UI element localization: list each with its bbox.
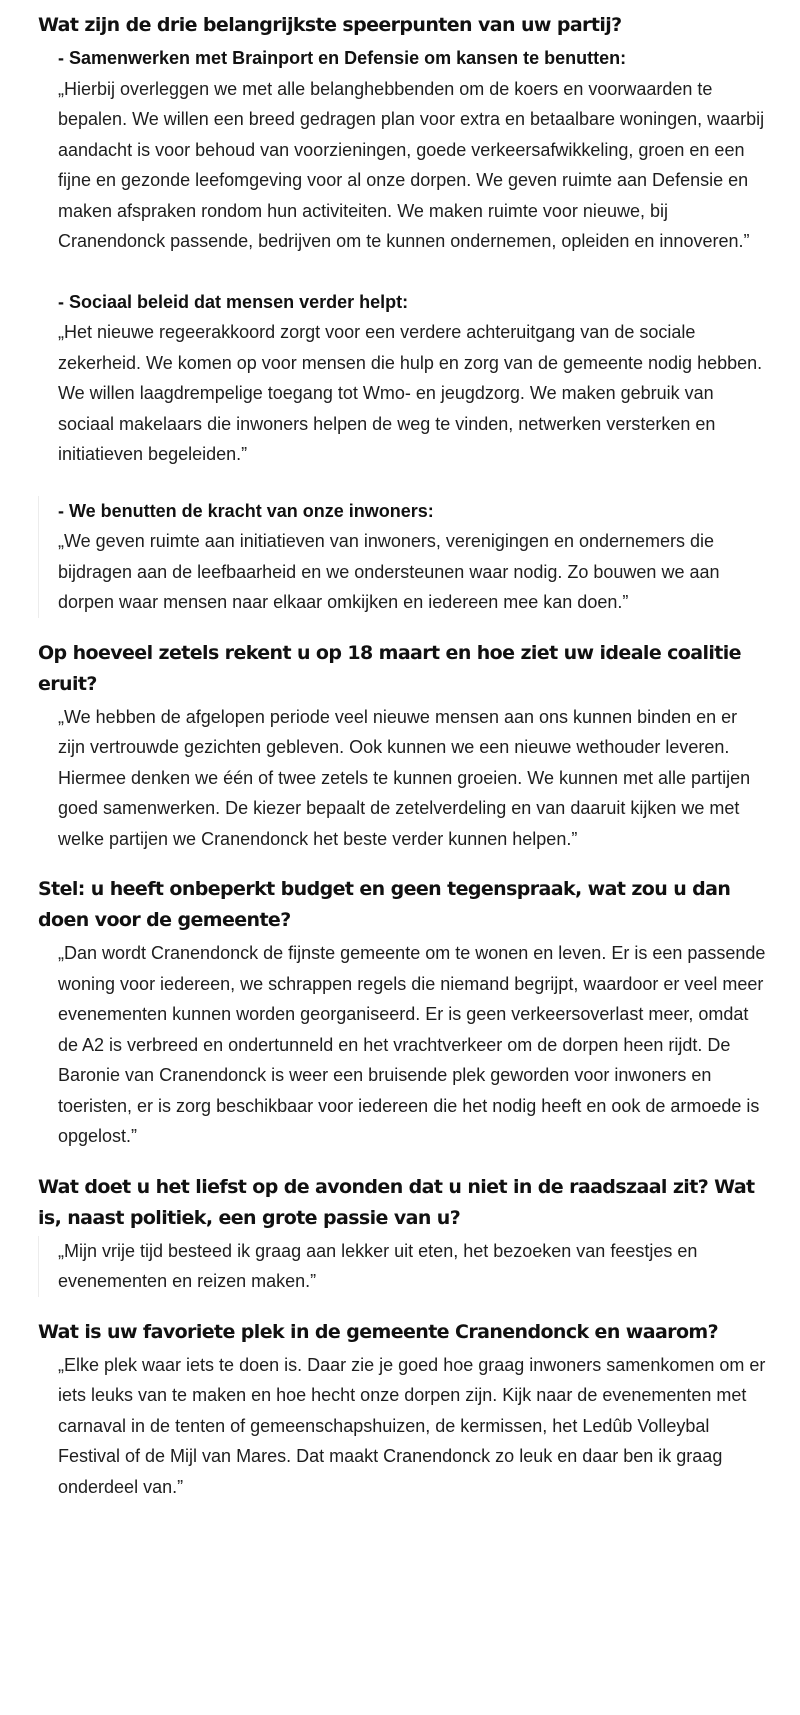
qa-section-speerpunten (38, 10, 768, 618)
qa-section-favoriete-plek (38, 1317, 768, 1503)
question-heading: Op hoeveel zetels rekent u op 18 maart en hoe ziet uw ideale coalitie eruit? (38, 641, 741, 695)
answer-paragraph: „We geven ruimte aan initiatieven van inwoners, verenigingen en ondernemers die bijdragen aan de leefbaarheid en we ondersteunen waar nodig. Zo bouwen we aan dorpen waar mensen naar elkaar omkijken en iedereen mee kan doen.” (58, 531, 720, 612)
answer-paragraph: „We hebben de afgelopen periode veel nieuwe mensen aan ons kunnen binden en er zijn vertrouwde gezichten gebleven. Ook kunnen we een nieuwe wethouder leveren. Hiermee denken we één of twee zetels te kunnen groeien. We kunnen met alle partijen goed samenwerken. De kiezer bepaalt de zetelverdeling en van daaruit kijken we met welke partijen we Cranendonck het beste verder kunnen helpen.” (58, 706, 751, 849)
qa-section-passie (38, 1172, 768, 1297)
answer-paragraph: „Dan wordt Cranendonck de fijnste gemeente om te wonen en leven. Er is een passende woning voor iedereen, we schrappen regels die niemand begrijpt, waardoor er veel meer evenementen kunnen worden georganiseerd. Er is geen verkeersoverlast meer, omdat de A2 is verbreed en ondertunneld en het vrachtverkeer om de dorpen heen rijdt. De Baronie van Cranendonck is weer een bruisende plek geworden voor inwoners en toeristen, er is zorg beschikbaar voor iedereen die het nodig heeft en ook de armoede is opgelost.” (58, 943, 766, 1146)
sub-heading: - Sociaal beleid dat mensen verder helpt: (58, 291, 409, 312)
qa-section-budget (38, 874, 768, 1152)
answer-paragraph: „Elke plek waar iets te doen is. Daar zie je goed hoe graag inwoners samenkomen om er iets leuks van te maken en hoe hecht onze dorpen zijn. Kijk naar de evenementen met carnaval in de tenten of gemeenschapshuizen, de kermissen, het Ledûb Volleybal Festival of de Mijl van Mares. Dat maakt Cranendonck zo leuk en daar ben ik graag onderdeel van.” (58, 1354, 766, 1497)
section-spacer (38, 618, 768, 638)
answer-block-bordered (38, 1236, 768, 1297)
answer-block (38, 938, 768, 1152)
answer-block-bordered (38, 496, 768, 618)
answer-paragraph: „Mijn vrije tijd besteed ik graag aan lekker uit eten, het bezoeken van feestjes en evenementen en reizen maken.” (58, 1240, 698, 1291)
answer-block (38, 702, 768, 855)
answer-block (38, 1350, 768, 1503)
section-spacer (38, 1152, 768, 1172)
sub-heading: - Samenwerken met Brainport en Defensie om kansen te benutten: (58, 48, 627, 68)
answer-paragraph: „Hierbij overleggen we met alle belanghebbenden om de koers en voorwaarden te bepalen. We willen een breed gedragen plan voor extra en betaalbare woningen, waarbij aandacht is voor behoud van voorzieningen, goede verkeersafwikkeling, groen en een fijne en gezonde leefomgeving voor al onze dorpen. We geven ruimte aan Defensie en maken afspraken rondom hun activiteiten. We maken ruimte voor nieuwe, bij Cranendonck passende, bedrijven om te kunnen ondernemen, opleiden en innoveren.” (58, 78, 765, 251)
section-spacer (38, 854, 768, 874)
answer-block (38, 43, 768, 470)
question-heading: Stel: u heeft onbeperkt budget en geen tegenspraak, wat zou u dan doen voor de gemeente? (38, 878, 731, 931)
section-spacer (38, 1297, 768, 1317)
article-body (38, 10, 768, 1502)
question-heading: Wat doet u het liefst op de avonden dat u niet in de raadszaal zit? Wat is, naast politiek, een grote passie van u? (38, 1175, 755, 1229)
answer-paragraph: „Het nieuwe regeerakkoord zorgt voor een verdere achteruitgang van de sociale zekerheid. We komen op voor mensen die hulp en zorg van de gemeente nodig hebben. We willen laagdrempelige toegang tot Wmo- en jeugdzorg. We maken gebruik van sociaal makelaars die inwoners helpen de weg te vinden, netwerken versterken en initiatieven begeleiden.” (58, 322, 763, 464)
question-heading: Wat zijn de drie belangrijkste speerpunten van uw partij? (38, 14, 622, 36)
sub-heading: - We benutten de kracht van onze inwoners: (58, 500, 434, 521)
qa-section-zetels (38, 638, 768, 855)
question-heading: Wat is uw favoriete plek in de gemeente Cranendonck en waarom? (38, 1320, 719, 1343)
paragraph-spacer (58, 257, 768, 287)
